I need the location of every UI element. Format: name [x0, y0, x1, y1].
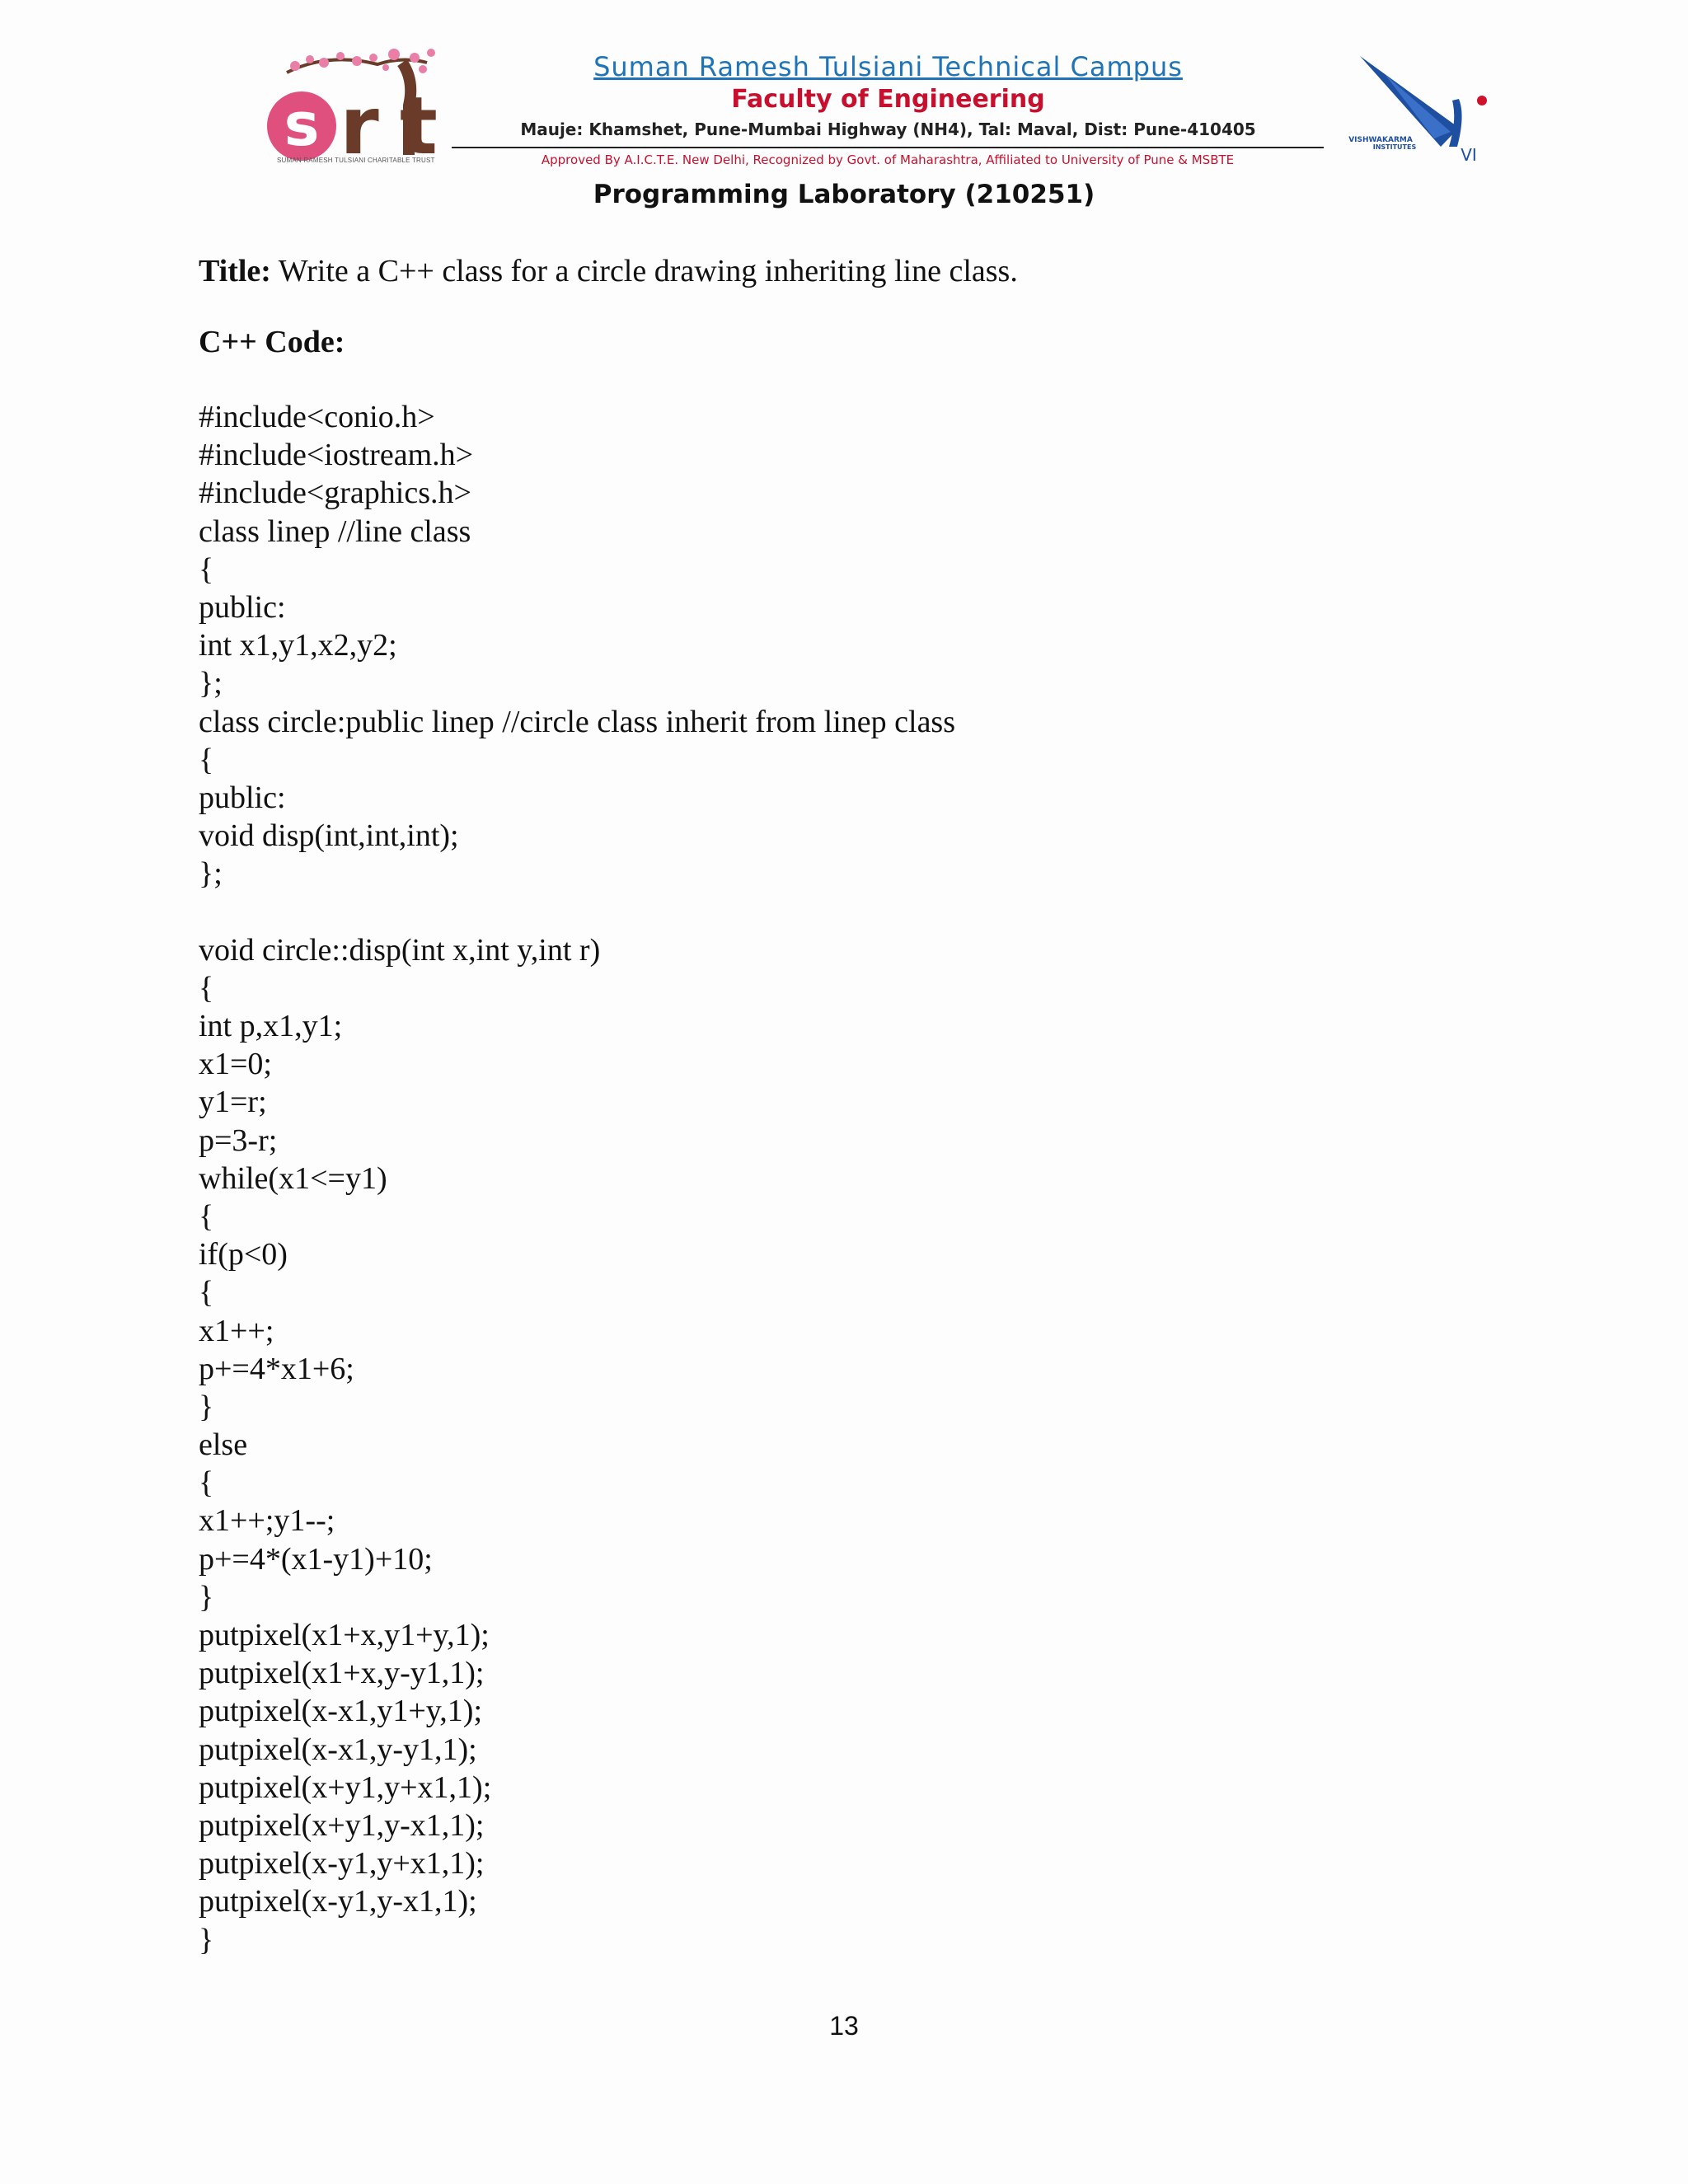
srt-logo [262, 48, 452, 171]
code-line: { [199, 551, 214, 587]
faculty-name: Faculty of Engineering [731, 85, 1045, 114]
code-line: putpixel(x-y1,y+x1,1); [199, 1846, 485, 1882]
code-line: { [199, 970, 214, 1005]
code-line: public: [199, 780, 286, 815]
code-line: y1=r; [199, 1085, 267, 1120]
page-number: 13 [829, 2011, 859, 2041]
svg-text:VI: VI [1461, 145, 1477, 165]
vi-logo-graphic [1335, 49, 1492, 173]
code-line: class linep //line class [199, 513, 471, 549]
code-line: #include<iostream.h> [199, 438, 474, 473]
code-line: x1=0; [199, 1047, 272, 1082]
campus-name: Suman Ramesh Tulsiani Technical Campus [593, 51, 1183, 82]
code-line: else [199, 1427, 248, 1463]
title-label: Title: [199, 254, 271, 288]
code-line: } [199, 1922, 214, 1957]
code-line: }; [199, 856, 223, 892]
code-line: x1++;y1--; [199, 1503, 335, 1539]
assignment-title [199, 253, 1018, 289]
code-line: { [199, 1198, 214, 1234]
code-line: int p,x1,y1; [199, 1009, 343, 1043]
svg-text:t: t [400, 80, 438, 171]
code-line: putpixel(x-x1,y1+y,1); [199, 1694, 483, 1729]
code-line: if(p<0) [199, 1237, 288, 1272]
code-line: { [199, 1465, 214, 1501]
svg-text:VISHWAKARMA: VISHWAKARMA [1348, 136, 1413, 144]
approval-line: Approved By A.I.C.T.E. New Delhi, Recognized by Govt. of Maharashtra, Affiliated to University of Pune & MSBTE [541, 152, 1235, 167]
code-line: } [199, 1389, 214, 1424]
campus-address: Mauje: Khamshet, Pune-Mumbai Highway (NH4), Tal: Maval, Dist: Pune-410405 [520, 120, 1256, 139]
code-block [199, 398, 955, 1959]
code-line: putpixel(x1+x,y1+y,1); [199, 1618, 490, 1652]
svg-text:INSTITUTES: INSTITUTES [1372, 143, 1417, 151]
srt-logo-graphic [262, 48, 452, 171]
code-heading: C++ Code: [199, 325, 345, 359]
title-text: Write a C++ class for a circle drawing inheriting line class. [270, 254, 1018, 288]
srt-caption: SUMAN RAMESH TULSIANI CHARITABLE TRUST [277, 157, 435, 164]
course-title: Programming Laboratory (210251) [593, 180, 1095, 209]
code-line: class circle:public linep //circle class inherit from linep class [199, 704, 956, 739]
code-line: #include<graphics.h> [199, 476, 471, 511]
svg-text:s: s [284, 90, 320, 159]
code-line: p+=4*x1+6; [199, 1351, 354, 1386]
code-line: x1++; [199, 1313, 274, 1348]
code-line: { [199, 742, 214, 777]
code-line [199, 893, 955, 930]
header-divider [452, 147, 1324, 148]
code-line: putpixel(x1+x,y-y1,1); [199, 1656, 485, 1691]
code-line: #include<conio.h> [199, 400, 435, 434]
page-header [0, 0, 1688, 223]
code-line: p+=4*(x1-y1)+10; [199, 1541, 433, 1577]
code-line: while(x1<=y1) [199, 1160, 387, 1196]
vishwakarma-logo [1335, 49, 1492, 173]
code-line: p=3-r; [199, 1122, 278, 1158]
code-line: } [199, 1579, 214, 1615]
code-line: public: [199, 589, 286, 625]
code-line: void disp(int,int,int); [199, 818, 459, 854]
code-line: }; [199, 666, 223, 701]
code-line: void circle::disp(int x,int y,int r) [199, 932, 601, 968]
code-line: int x1,y1,x2,y2; [199, 628, 397, 663]
code-line: putpixel(x-x1,y-y1,1); [199, 1732, 477, 1767]
svg-text:r: r [340, 80, 379, 171]
code-line: putpixel(x+y1,y+x1,1); [199, 1769, 492, 1805]
code-line: putpixel(x-y1,y-x1,1); [199, 1884, 477, 1919]
code-line: putpixel(x+y1,y-x1,1); [199, 1807, 485, 1843]
code-line: { [199, 1275, 214, 1310]
